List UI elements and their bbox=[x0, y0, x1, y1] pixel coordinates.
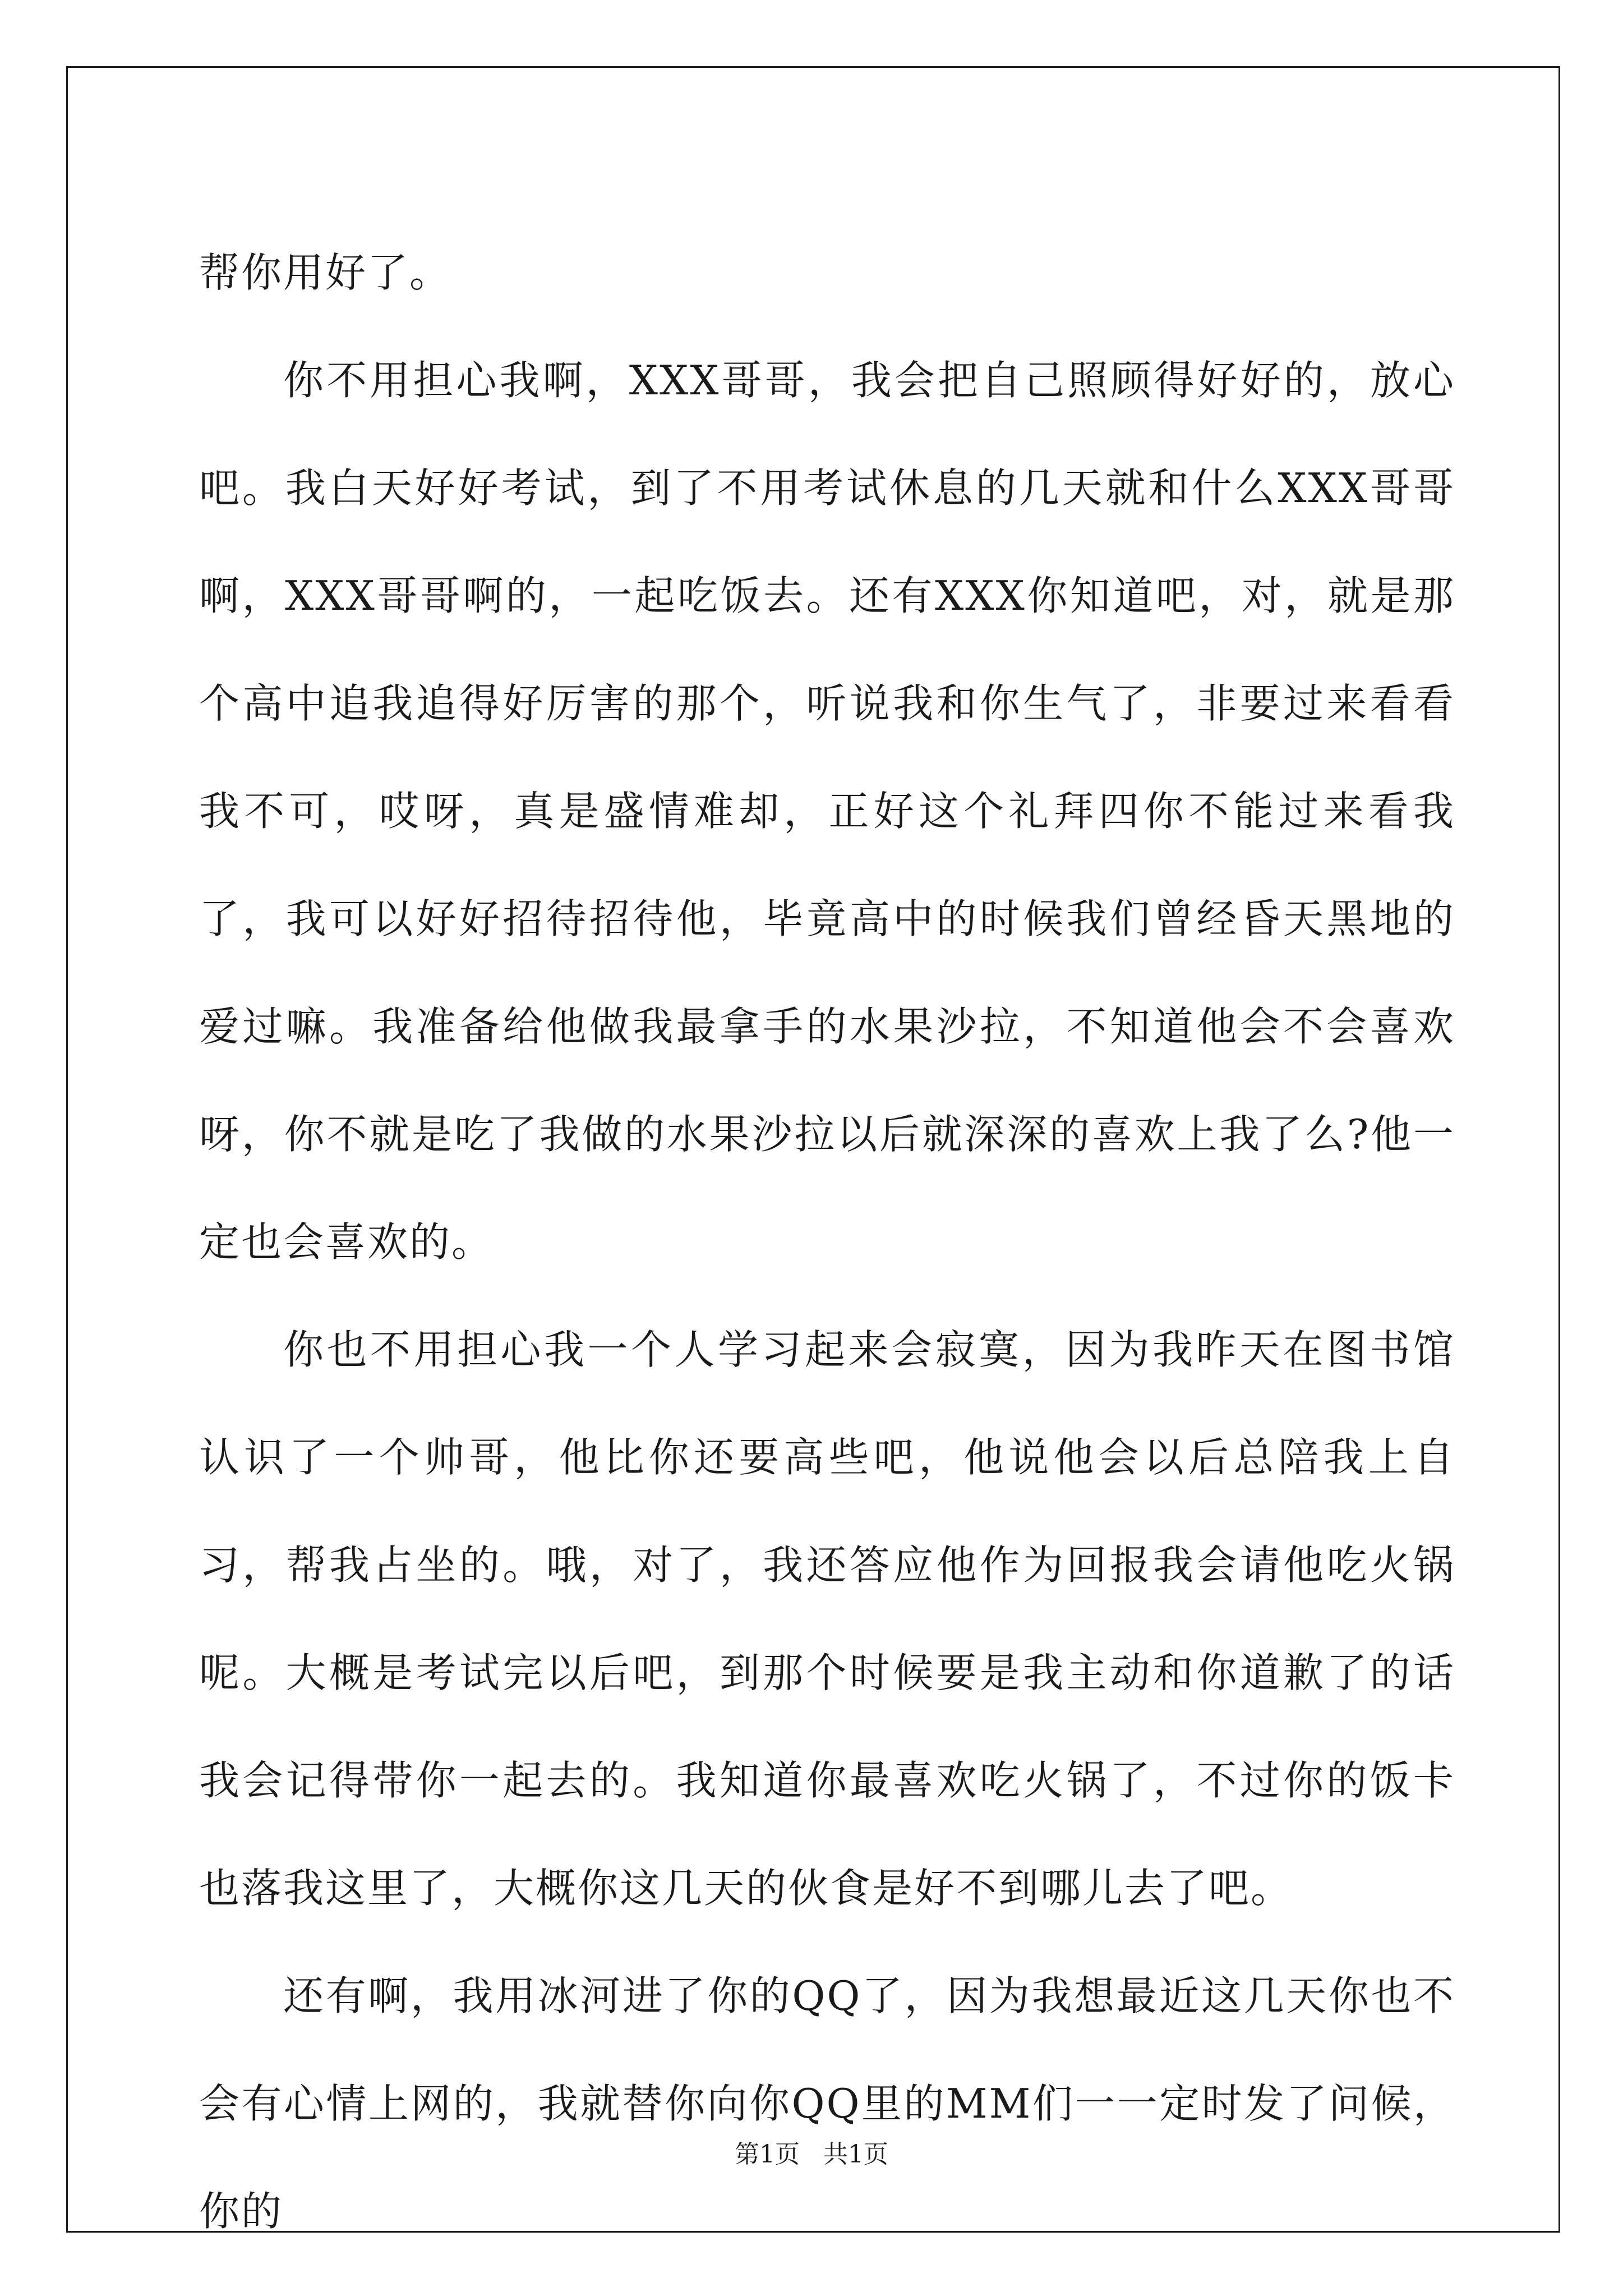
page-footer: 第1页 共1页 bbox=[735, 2140, 888, 2169]
paragraph-1: 帮你用好了。 bbox=[199, 249, 452, 296]
document-body bbox=[199, 219, 1455, 2265]
paragraph-4: 还有啊，我用冰河进了你的QQ了，因为我想最近这几天你也不会有心情上网的，我就替你向你QQ里的MM们一一定时发了问候，你的 bbox=[199, 1972, 1455, 2235]
paragraph-3: 你也不用担心我一个人学习起来会寂寞，因为我昨天在图书馆认识了一个帅哥，他比你还要高些吧，他说他会以后总陪我上自习，帮我占坐的。哦，对了，我还答应他作为回报我会请他吃火锅呢。大概是考试完以后吧，到那个时候要是我主动和你道歉了的话我会记得带你一起去的。我知道你最喜欢吃火锅了，不过你的饭卡也落我这里了，大概你这几天的伙食是好不到哪儿去了吧。 bbox=[199, 1326, 1455, 1912]
paragraph-2: 你不用担心我啊，XXX哥哥，我会把自己照顾得好好的，放心吧。我白天好好考试，到了不用考试休息的几天就和什么XXX哥哥啊，XXX哥哥啊的，一起吃饭去。还有XXX你知道吧，对，就是那个高中追我追得好厉害的那个，听说我和你生气了，非要过来看看我不可，哎呀，真是盛情难却，正好这个礼拜四你不能过来看我了，我可以好好招待招待他，毕竟高中的时候我们曾经昏天黑地的爱过嘛。我准备给他做我最拿手的水果沙拉，不知道他会不会喜欢呀，你不就是吃了我做的水果沙拉以后就深深的喜欢上我了么?他一定也会喜欢的。 bbox=[199, 357, 1455, 1266]
